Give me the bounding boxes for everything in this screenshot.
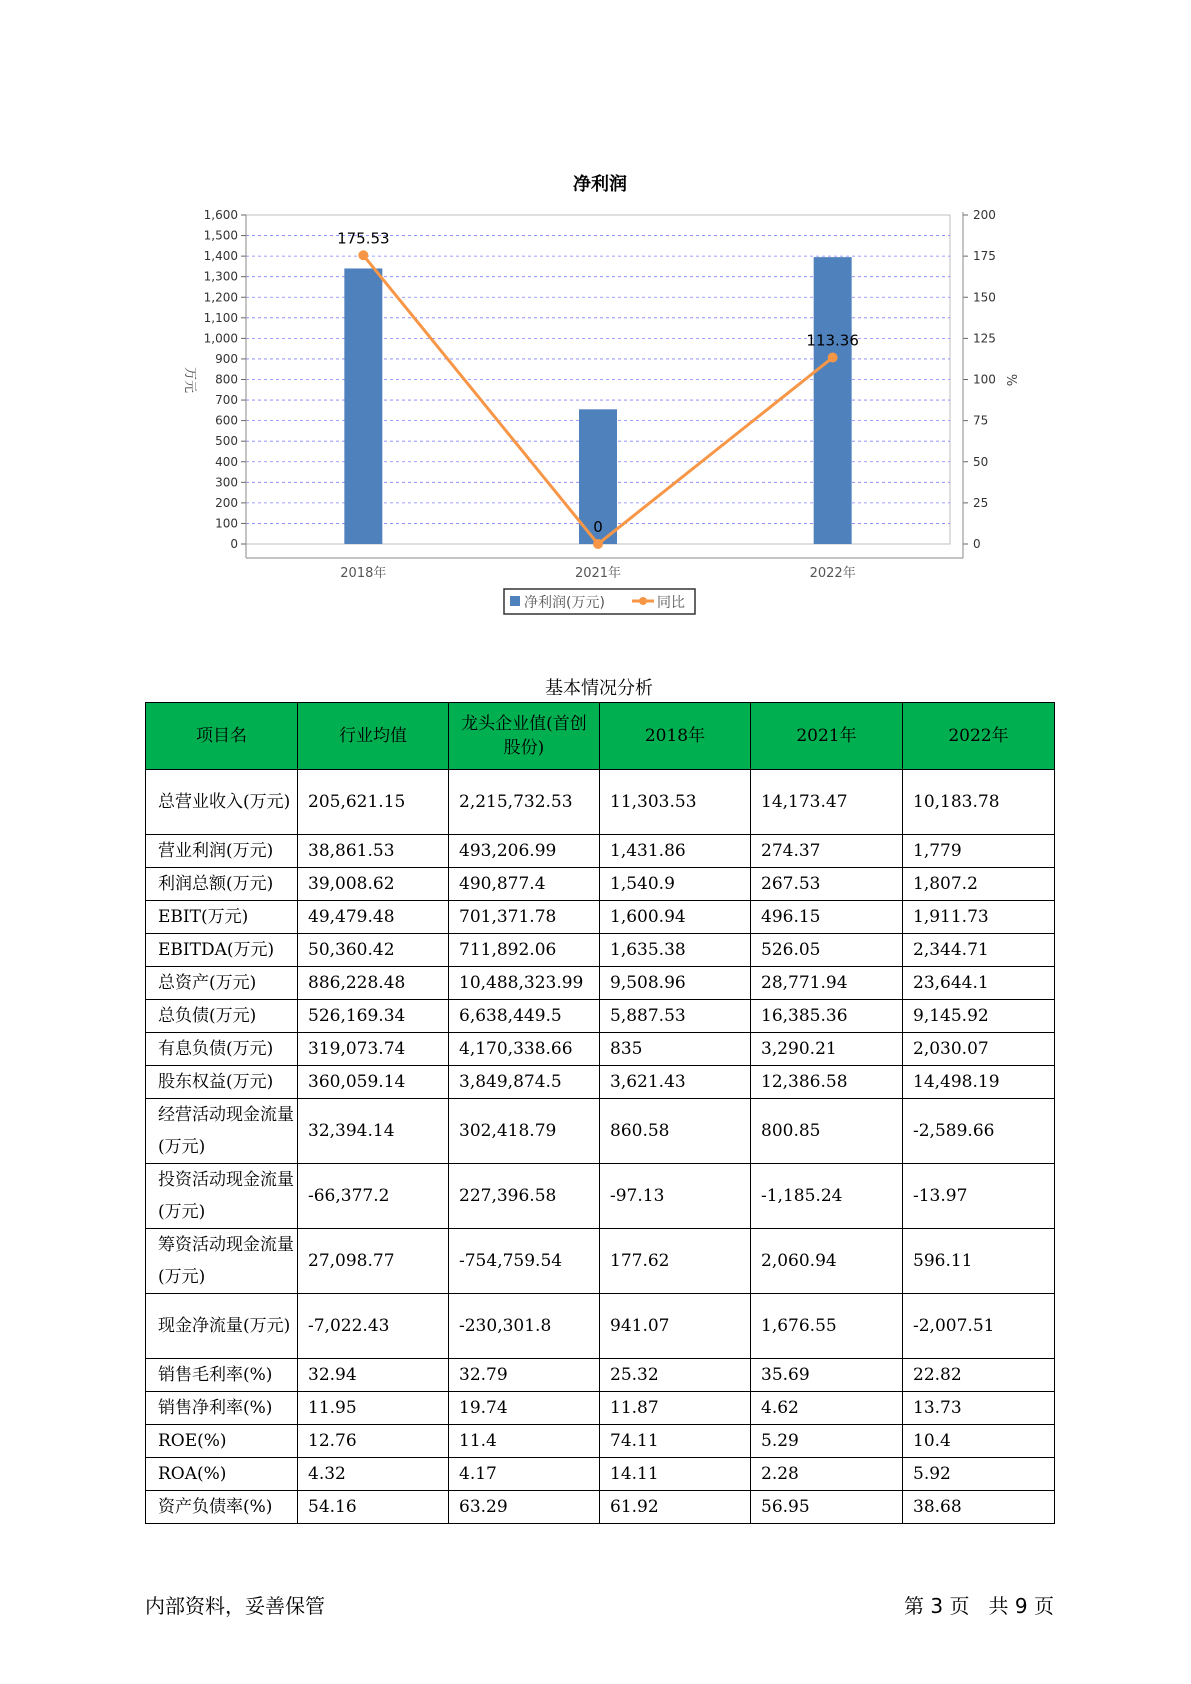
table-cell: 5.29: [751, 1425, 903, 1458]
table-cell: 267.53: [751, 868, 903, 901]
right-tick-label: 125: [973, 331, 996, 346]
left-tick-label: 200: [215, 495, 238, 510]
table-cell: 2,030.07: [903, 1033, 1055, 1066]
table-cell: 860.58: [600, 1099, 751, 1164]
table-row: [146, 1425, 1055, 1458]
table-cell: 49,479.48: [298, 901, 449, 934]
table-cell: 701,371.78: [449, 901, 600, 934]
table-cell: 35.69: [751, 1359, 903, 1392]
row-label: 投资活动现金流量(万元): [146, 1164, 298, 1229]
table-cell: 1,600.94: [600, 901, 751, 934]
column-header: 龙头企业值(首创股份): [449, 703, 600, 770]
table-cell: 1,635.38: [600, 934, 751, 967]
left-tick-label: 1,400: [203, 249, 238, 264]
table-cell: -2,007.51: [903, 1294, 1055, 1359]
line-point: [593, 539, 603, 549]
table-cell: -13.97: [903, 1164, 1055, 1229]
x-axis: [246, 558, 963, 581]
column-header: 项目名: [146, 703, 298, 770]
table-row: [146, 1294, 1055, 1359]
table-cell: -66,377.2: [298, 1164, 449, 1229]
left-tick-label: 600: [215, 413, 238, 428]
legend-label-bar: 净利润(万元): [524, 595, 605, 611]
table-cell: 274.37: [751, 835, 903, 868]
table-cell: 12.76: [298, 1425, 449, 1458]
table-caption: 基本情况分析: [545, 678, 653, 699]
row-label: ROE(%): [146, 1425, 298, 1458]
left-tick-label: 500: [215, 434, 238, 449]
table-cell: 2.28: [751, 1458, 903, 1491]
row-label: 经营活动现金流量(万元): [146, 1099, 298, 1164]
table-cell: 50,360.42: [298, 934, 449, 967]
row-label: 利润总额(万元): [146, 868, 298, 901]
bar: [344, 268, 382, 544]
right-tick-label: 75: [973, 413, 989, 428]
column-header: 2018年: [600, 703, 751, 770]
table-cell: 4.62: [751, 1392, 903, 1425]
row-label: 总负债(万元): [146, 1000, 298, 1033]
row-label: EBIT(万元): [146, 901, 298, 934]
table-row: [146, 1458, 1055, 1491]
right-tick-label: 175: [973, 249, 996, 264]
table-cell: 360,059.14: [298, 1066, 449, 1099]
table-cell: 14.11: [600, 1458, 751, 1491]
left-tick-label: 800: [215, 372, 238, 387]
table-cell: 23,644.1: [903, 967, 1055, 1000]
right-tick-label: 150: [973, 290, 996, 305]
legend-swatch-marker: [639, 597, 647, 605]
table-cell: -1,185.24: [751, 1164, 903, 1229]
table-cell: -7,022.43: [298, 1294, 449, 1359]
table-row: [146, 1033, 1055, 1066]
table-row: [146, 1359, 1055, 1392]
y-axis-label-right: %: [1003, 373, 1018, 387]
table-cell: 800.85: [751, 1099, 903, 1164]
table-cell: 56.95: [751, 1491, 903, 1524]
row-label: 筹资活动现金流量(万元): [146, 1229, 298, 1294]
left-tick-label: 0: [230, 537, 238, 551]
table-cell: 5.92: [903, 1458, 1055, 1491]
table-cell: 711,892.06: [449, 934, 600, 967]
table-cell: 32.94: [298, 1359, 449, 1392]
row-label: ROA(%): [146, 1458, 298, 1491]
table-cell: -2,589.66: [903, 1099, 1055, 1164]
table-cell: 28,771.94: [751, 967, 903, 1000]
table-row: [146, 1099, 1055, 1164]
row-label: 营业利润(万元): [146, 835, 298, 868]
x-tick-label: 2021年: [574, 566, 622, 581]
row-label: 现金净流量(万元): [146, 1294, 298, 1359]
legend-label-line: 同比: [657, 595, 685, 611]
row-label: 销售毛利率(%): [146, 1359, 298, 1392]
table-cell: 2,060.94: [751, 1229, 903, 1294]
table-cell: 11.4: [449, 1425, 600, 1458]
right-tick-label: 0: [973, 537, 981, 551]
table-cell: 596.11: [903, 1229, 1055, 1294]
row-label: 销售净利率(%): [146, 1392, 298, 1425]
table-cell: 835: [600, 1033, 751, 1066]
table-cell: 74.11: [600, 1425, 751, 1458]
table-row: [146, 868, 1055, 901]
chart-title: 净利润: [573, 174, 627, 195]
row-label: 有息负债(万元): [146, 1033, 298, 1066]
table-cell: 1,431.86: [600, 835, 751, 868]
legend-swatch-bar: [510, 596, 520, 606]
table-cell: 4.17: [449, 1458, 600, 1491]
left-tick-label: 1,000: [203, 331, 238, 346]
table-cell: 32,394.14: [298, 1099, 449, 1164]
table-cell: 9,508.96: [600, 967, 751, 1000]
line-point: [358, 250, 368, 260]
table-row: [146, 770, 1055, 835]
table-cell: 5,887.53: [600, 1000, 751, 1033]
table-cell: 19.74: [449, 1392, 600, 1425]
table-row: [146, 901, 1055, 934]
right-tick-label: 50: [973, 454, 989, 469]
table-cell: 302,418.79: [449, 1099, 600, 1164]
table-cell: 3,290.21: [751, 1033, 903, 1066]
table-cell: 1,807.2: [903, 868, 1055, 901]
y-axis-label-left: 万元: [182, 366, 197, 394]
table-cell: 177.62: [600, 1229, 751, 1294]
table-cell: 13.73: [903, 1392, 1055, 1425]
table-cell: 319,073.74: [298, 1033, 449, 1066]
table-cell: -230,301.8: [449, 1294, 600, 1359]
table-cell: 3,849,874.5: [449, 1066, 600, 1099]
left-tick-label: 300: [215, 475, 238, 490]
bar: [814, 257, 852, 544]
row-label: 总资产(万元): [146, 967, 298, 1000]
right-y-axis: [963, 208, 996, 558]
table-row: [146, 934, 1055, 967]
table-row: [146, 1000, 1055, 1033]
left-tick-label: 900: [215, 351, 238, 366]
table-cell: 54.16: [298, 1491, 449, 1524]
column-header: 行业均值: [298, 703, 449, 770]
data-label: 0: [593, 518, 603, 536]
table-cell: 2,215,732.53: [449, 770, 600, 835]
table-cell: 32.79: [449, 1359, 600, 1392]
line-point: [828, 353, 838, 363]
table-cell: 14,173.47: [751, 770, 903, 835]
table-row: [146, 1491, 1055, 1524]
table-cell: 14,498.19: [903, 1066, 1055, 1099]
left-tick-label: 1,200: [203, 290, 238, 305]
table-row: [146, 1164, 1055, 1229]
row-label: 资产负债率(%): [146, 1491, 298, 1524]
table-cell: 10,183.78: [903, 770, 1055, 835]
table-cell: 205,621.15: [298, 770, 449, 835]
table-cell: 1,540.9: [600, 868, 751, 901]
data-label: 175.53: [337, 229, 390, 248]
left-tick-label: 100: [215, 516, 238, 531]
table-cell: 1,676.55: [751, 1294, 903, 1359]
table-cell: 38.68: [903, 1491, 1055, 1524]
table-cell: 227,396.58: [449, 1164, 600, 1229]
table-cell: 941.07: [600, 1294, 751, 1359]
right-tick-label: 200: [973, 208, 996, 222]
net-profit-chart: [0, 0, 1191, 640]
left-tick-label: 400: [215, 454, 238, 469]
chart-legend: [504, 589, 695, 614]
right-tick-label: 100: [973, 372, 996, 387]
table-cell: 9,145.92: [903, 1000, 1055, 1033]
table-cell: 22.82: [903, 1359, 1055, 1392]
row-label: 股东权益(万元): [146, 1066, 298, 1099]
data-label: 113.36: [806, 331, 859, 350]
left-y-axis: [204, 208, 246, 558]
table-cell: 4,170,338.66: [449, 1033, 600, 1066]
left-tick-label: 700: [215, 393, 238, 408]
table-cell: 493,206.99: [449, 835, 600, 868]
left-tick-label: 1,300: [203, 269, 238, 284]
table-row: [146, 1066, 1055, 1099]
table-cell: 2,344.71: [903, 934, 1055, 967]
table-cell: -754,759.54: [449, 1229, 600, 1294]
table-cell: 25.32: [600, 1359, 751, 1392]
footer-page-number: 第 3 页 共 9 页: [904, 1594, 1054, 1618]
table-cell: 39,008.62: [298, 868, 449, 901]
column-header: 2022年: [903, 703, 1055, 770]
table-cell: 38,861.53: [298, 835, 449, 868]
column-header: 2021年: [751, 703, 903, 770]
table-row: [146, 1229, 1055, 1294]
x-tick-label: 2018年: [340, 566, 387, 581]
table-cell: 11.87: [600, 1392, 751, 1425]
table-cell: 27,098.77: [298, 1229, 449, 1294]
table-row: [146, 835, 1055, 868]
table-cell: 10.4: [903, 1425, 1055, 1458]
footer-confidential-note: 内部资料，妥善保管: [145, 1594, 325, 1618]
left-tick-label: 1,100: [203, 310, 238, 325]
left-tick-label: 1,600: [203, 208, 238, 222]
row-label: 总营业收入(万元): [146, 770, 298, 835]
table-cell: 11,303.53: [600, 770, 751, 835]
table-cell: 4.32: [298, 1458, 449, 1491]
table-cell: 1,779: [903, 835, 1055, 868]
table-cell: 61.92: [600, 1491, 751, 1524]
table-cell: -97.13: [600, 1164, 751, 1229]
right-tick-label: 25: [973, 495, 989, 510]
table-cell: 63.29: [449, 1491, 600, 1524]
table-cell: 16,385.36: [751, 1000, 903, 1033]
table-cell: 3,621.43: [600, 1066, 751, 1099]
table-cell: 12,386.58: [751, 1066, 903, 1099]
table-cell: 11.95: [298, 1392, 449, 1425]
table-cell: 886,228.48: [298, 967, 449, 1000]
table-cell: 496.15: [751, 901, 903, 934]
table-cell: 1,911.73: [903, 901, 1055, 934]
table-cell: 526,169.34: [298, 1000, 449, 1033]
table-cell: 526.05: [751, 934, 903, 967]
table-cell: 10,488,323.99: [449, 967, 600, 1000]
table-header-row: [146, 703, 1055, 770]
x-tick-label: 2022年: [809, 566, 856, 581]
table-cell: 490,877.4: [449, 868, 600, 901]
table-row: [146, 1392, 1055, 1425]
row-label: EBITDA(万元): [146, 934, 298, 967]
basic-analysis-table: [145, 702, 1055, 1524]
table-cell: 6,638,449.5: [449, 1000, 600, 1033]
left-tick-label: 1,500: [203, 228, 238, 243]
table-row: [146, 967, 1055, 1000]
